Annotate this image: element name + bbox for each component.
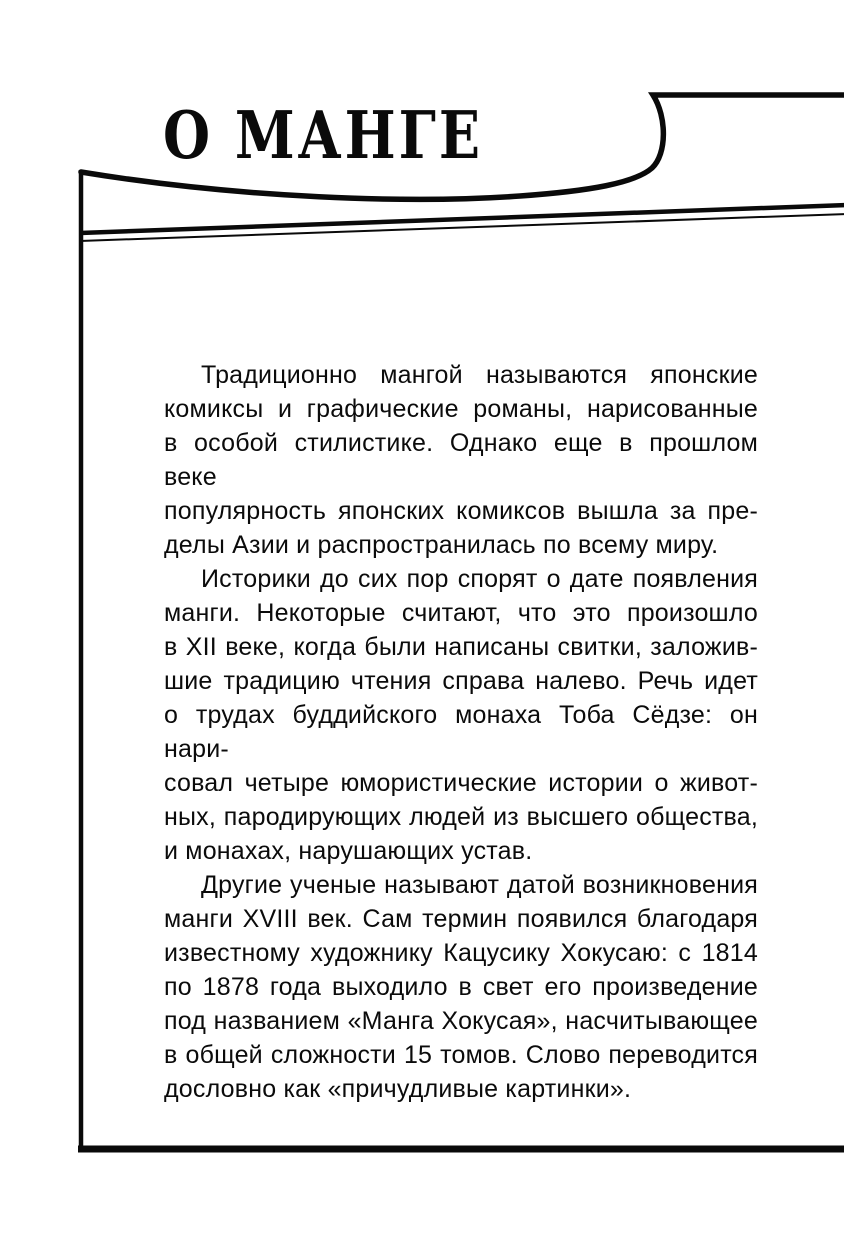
speed-line-thin [80,214,844,241]
speed-line-thick [80,205,844,233]
chapter-title: О МАНГЕ [163,96,484,175]
text-line: делы Азии и распространилась по всему миру. [164,531,719,559]
text-line: дословно как «причудливые картинки». [164,1075,632,1103]
text-line: о трудах буддийского монаха Тоба Сёдзе: он нари- [164,701,758,763]
text-line: Историки до сих пор спорят о дате появления [201,565,758,593]
text-line: совал четыре юмористические истории о живот- [164,769,758,797]
text-line: в XII веке, когда были написаны свитки, заложив- [164,633,758,661]
text-line: комиксы и графические романы, нарисованные [164,395,758,423]
body-text [164,358,758,1106]
text-line: в общей сложности 15 томов. Слово переводится [164,1041,758,1069]
text-line: шие традицию чтения справа налево. Речь идет [164,667,758,695]
text-line: в особой стилистике. Однако еще в прошлом веке [164,429,758,491]
text-line: известному художнику Кацусику Хокусаю: с 1814 [164,939,758,967]
paragraph [164,358,758,562]
text-line: манги. Некоторые считают, что это произошло [164,599,758,627]
text-line: и монахах, нарушающих устав. [164,837,533,865]
text-line: манги XVIII век. Сам термин появился благодаря [164,905,758,933]
paragraph [164,868,758,1106]
text-line: ных, пародирующих людей из высшего общества, [164,803,758,831]
paragraph [164,562,758,868]
text-line: по 1878 года выходило в свет его произведение [164,973,758,1001]
text-line: под названием «Манга Хокусая», насчитывающее [164,1007,758,1035]
text-line: Традиционно мангой называются японские [201,361,758,389]
text-line: популярность японских комиксов вышла за пре- [164,497,758,525]
text-line: Другие ученые называют датой возникновения [201,871,758,899]
